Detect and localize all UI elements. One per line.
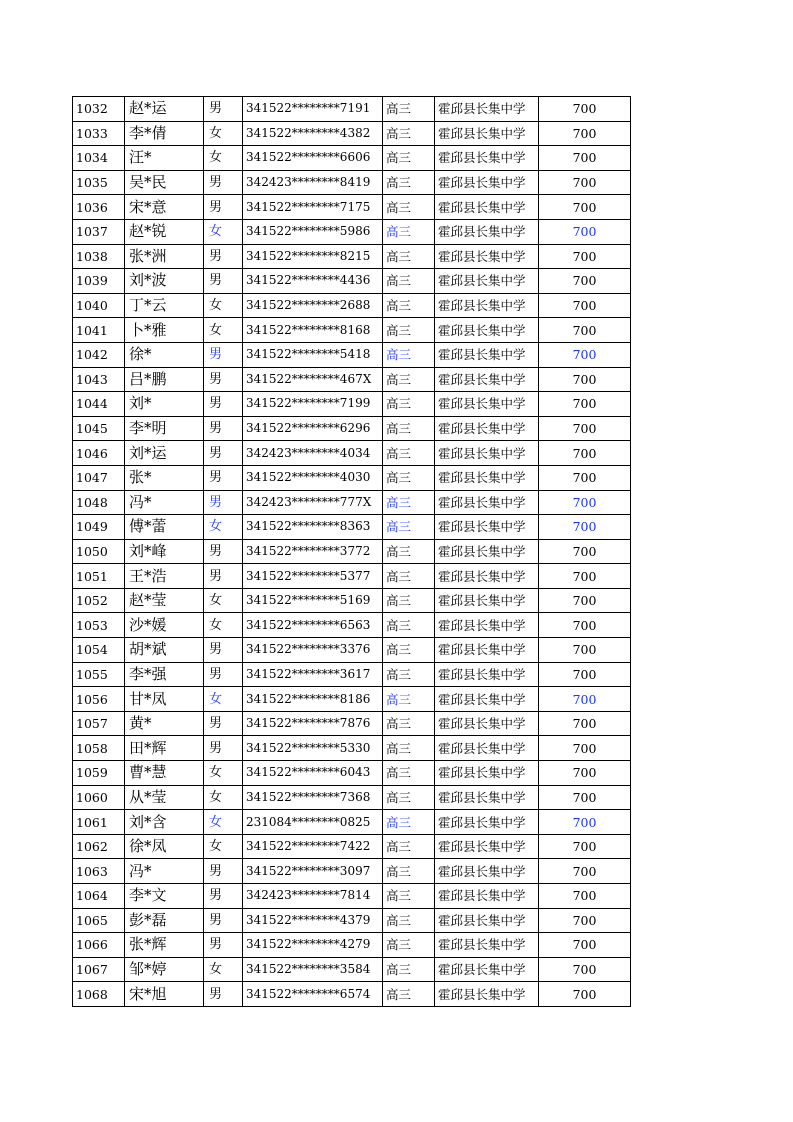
school-cell: 霍邱县长集中学 bbox=[435, 170, 539, 195]
id-number: 341522********8363 bbox=[243, 515, 383, 540]
school-cell: 霍邱县长集中学 bbox=[435, 195, 539, 220]
student-name: 徐* bbox=[125, 342, 204, 367]
id-number: 341522********8168 bbox=[243, 318, 383, 343]
row-number: 1035 bbox=[73, 170, 125, 195]
grade-cell: 高三 bbox=[383, 121, 435, 146]
row-number: 1051 bbox=[73, 564, 125, 589]
score-cell: 700 bbox=[539, 416, 631, 441]
student-name: 沙*媛 bbox=[125, 613, 204, 638]
gender-cell: 男 bbox=[204, 638, 243, 663]
row-number: 1034 bbox=[73, 146, 125, 171]
score-cell: 700 bbox=[539, 539, 631, 564]
table-row bbox=[73, 293, 631, 318]
school-cell: 霍邱县长集中学 bbox=[435, 367, 539, 392]
grade-cell: 高三 bbox=[383, 785, 435, 810]
table-row bbox=[73, 908, 631, 933]
grade-cell: 高三 bbox=[383, 367, 435, 392]
id-number: 341522********6043 bbox=[243, 761, 383, 786]
gender-cell: 女 bbox=[204, 588, 243, 613]
grade-cell: 高三 bbox=[383, 269, 435, 294]
row-number: 1033 bbox=[73, 121, 125, 146]
id-number: 341522********3097 bbox=[243, 859, 383, 884]
school-cell: 霍邱县长集中学 bbox=[435, 638, 539, 663]
school-cell: 霍邱县长集中学 bbox=[435, 564, 539, 589]
student-name: 傅*蕾 bbox=[125, 515, 204, 540]
row-number: 1063 bbox=[73, 859, 125, 884]
id-number: 341522********4379 bbox=[243, 908, 383, 933]
school-cell: 霍邱县长集中学 bbox=[435, 490, 539, 515]
student-name: 赵*莹 bbox=[125, 588, 204, 613]
score-cell: 700 bbox=[539, 515, 631, 540]
student-name: 张*洲 bbox=[125, 244, 204, 269]
grade-cell: 高三 bbox=[383, 465, 435, 490]
score-cell: 700 bbox=[539, 687, 631, 712]
table-row bbox=[73, 318, 631, 343]
gender-cell: 女 bbox=[204, 834, 243, 859]
row-number: 1046 bbox=[73, 441, 125, 466]
table-row bbox=[73, 465, 631, 490]
score-cell: 700 bbox=[539, 342, 631, 367]
id-number: 341522********4382 bbox=[243, 121, 383, 146]
id-number: 341522********8186 bbox=[243, 687, 383, 712]
school-cell: 霍邱县长集中学 bbox=[435, 146, 539, 171]
score-cell: 700 bbox=[539, 613, 631, 638]
row-number: 1066 bbox=[73, 933, 125, 958]
gender-cell: 女 bbox=[204, 121, 243, 146]
score-cell: 700 bbox=[539, 638, 631, 663]
gender-cell: 男 bbox=[204, 564, 243, 589]
score-cell: 700 bbox=[539, 761, 631, 786]
table-row bbox=[73, 638, 631, 663]
student-name: 邹*婷 bbox=[125, 957, 204, 982]
grade-cell: 高三 bbox=[383, 515, 435, 540]
score-cell: 700 bbox=[539, 195, 631, 220]
school-cell: 霍邱县长集中学 bbox=[435, 219, 539, 244]
student-name: 徐*凤 bbox=[125, 834, 204, 859]
id-number: 341522********467X bbox=[243, 367, 383, 392]
table-row bbox=[73, 957, 631, 982]
gender-cell: 男 bbox=[204, 342, 243, 367]
student-name: 赵*运 bbox=[125, 97, 204, 122]
school-cell: 霍邱县长集中学 bbox=[435, 342, 539, 367]
student-name: 黄* bbox=[125, 711, 204, 736]
gender-cell: 女 bbox=[204, 146, 243, 171]
student-name: 汪* bbox=[125, 146, 204, 171]
table-row bbox=[73, 121, 631, 146]
grade-cell: 高三 bbox=[383, 711, 435, 736]
grade-cell: 高三 bbox=[383, 662, 435, 687]
gender-cell: 男 bbox=[204, 416, 243, 441]
grade-cell: 高三 bbox=[383, 884, 435, 909]
row-number: 1068 bbox=[73, 982, 125, 1007]
student-name: 刘* bbox=[125, 392, 204, 417]
row-number: 1044 bbox=[73, 392, 125, 417]
gender-cell: 女 bbox=[204, 957, 243, 982]
id-number: 341522********3617 bbox=[243, 662, 383, 687]
id-number: 342423********4034 bbox=[243, 441, 383, 466]
row-number: 1032 bbox=[73, 97, 125, 122]
score-cell: 700 bbox=[539, 269, 631, 294]
grade-cell: 高三 bbox=[383, 195, 435, 220]
score-cell: 700 bbox=[539, 367, 631, 392]
grade-cell: 高三 bbox=[383, 490, 435, 515]
score-cell: 700 bbox=[539, 170, 631, 195]
grade-cell: 高三 bbox=[383, 416, 435, 441]
gender-cell: 男 bbox=[204, 392, 243, 417]
score-cell: 700 bbox=[539, 490, 631, 515]
student-name: 宋*意 bbox=[125, 195, 204, 220]
gender-cell: 男 bbox=[204, 195, 243, 220]
school-cell: 霍邱县长集中学 bbox=[435, 834, 539, 859]
score-cell: 700 bbox=[539, 293, 631, 318]
gender-cell: 男 bbox=[204, 490, 243, 515]
score-cell: 700 bbox=[539, 219, 631, 244]
school-cell: 霍邱县长集中学 bbox=[435, 293, 539, 318]
score-cell: 700 bbox=[539, 318, 631, 343]
score-cell: 700 bbox=[539, 392, 631, 417]
school-cell: 霍邱县长集中学 bbox=[435, 441, 539, 466]
table-row bbox=[73, 367, 631, 392]
id-number: 341522********3772 bbox=[243, 539, 383, 564]
school-cell: 霍邱县长集中学 bbox=[435, 465, 539, 490]
score-cell: 700 bbox=[539, 810, 631, 835]
row-number: 1045 bbox=[73, 416, 125, 441]
table-row bbox=[73, 687, 631, 712]
gender-cell: 男 bbox=[204, 170, 243, 195]
student-name: 宋*旭 bbox=[125, 982, 204, 1007]
school-cell: 霍邱县长集中学 bbox=[435, 957, 539, 982]
row-number: 1036 bbox=[73, 195, 125, 220]
row-number: 1050 bbox=[73, 539, 125, 564]
student-name: 赵*锐 bbox=[125, 219, 204, 244]
table-row bbox=[73, 859, 631, 884]
student-name: 从*莹 bbox=[125, 785, 204, 810]
gender-cell: 男 bbox=[204, 736, 243, 761]
school-cell: 霍邱县长集中学 bbox=[435, 588, 539, 613]
row-number: 1062 bbox=[73, 834, 125, 859]
school-cell: 霍邱县长集中学 bbox=[435, 785, 539, 810]
grade-cell: 高三 bbox=[383, 687, 435, 712]
grade-cell: 高三 bbox=[383, 810, 435, 835]
score-cell: 700 bbox=[539, 146, 631, 171]
table-row bbox=[73, 195, 631, 220]
school-cell: 霍邱县长集中学 bbox=[435, 761, 539, 786]
table-row bbox=[73, 416, 631, 441]
grade-cell: 高三 bbox=[383, 957, 435, 982]
id-number: 341522********3584 bbox=[243, 957, 383, 982]
gender-cell: 女 bbox=[204, 810, 243, 835]
grade-cell: 高三 bbox=[383, 564, 435, 589]
grade-cell: 高三 bbox=[383, 736, 435, 761]
student-name: 刘*峰 bbox=[125, 539, 204, 564]
gender-cell: 男 bbox=[204, 662, 243, 687]
row-number: 1043 bbox=[73, 367, 125, 392]
id-number: 341522********7368 bbox=[243, 785, 383, 810]
grade-cell: 高三 bbox=[383, 859, 435, 884]
table-row bbox=[73, 146, 631, 171]
grade-cell: 高三 bbox=[383, 834, 435, 859]
id-number: 341522********5169 bbox=[243, 588, 383, 613]
grade-cell: 高三 bbox=[383, 219, 435, 244]
id-number: 341522********5418 bbox=[243, 342, 383, 367]
grade-cell: 高三 bbox=[383, 97, 435, 122]
id-number: 341522********6563 bbox=[243, 613, 383, 638]
table-row bbox=[73, 342, 631, 367]
student-name: 彭*磊 bbox=[125, 908, 204, 933]
school-cell: 霍邱县长集中学 bbox=[435, 933, 539, 958]
school-cell: 霍邱县长集中学 bbox=[435, 859, 539, 884]
student-name: 丁*云 bbox=[125, 293, 204, 318]
gender-cell: 女 bbox=[204, 613, 243, 638]
row-number: 1048 bbox=[73, 490, 125, 515]
table-row bbox=[73, 933, 631, 958]
row-number: 1052 bbox=[73, 588, 125, 613]
school-cell: 霍邱县长集中学 bbox=[435, 736, 539, 761]
table-row bbox=[73, 515, 631, 540]
row-number: 1059 bbox=[73, 761, 125, 786]
student-name: 吕*鹏 bbox=[125, 367, 204, 392]
table-row bbox=[73, 884, 631, 909]
gender-cell: 女 bbox=[204, 761, 243, 786]
table-row bbox=[73, 662, 631, 687]
roster-table bbox=[72, 96, 631, 1007]
gender-cell: 男 bbox=[204, 367, 243, 392]
school-cell: 霍邱县长集中学 bbox=[435, 269, 539, 294]
row-number: 1065 bbox=[73, 908, 125, 933]
table-row bbox=[73, 244, 631, 269]
table-row bbox=[73, 219, 631, 244]
id-number: 342423********777X bbox=[243, 490, 383, 515]
student-name: 冯* bbox=[125, 490, 204, 515]
student-name: 张* bbox=[125, 465, 204, 490]
grade-cell: 高三 bbox=[383, 293, 435, 318]
table-row bbox=[73, 490, 631, 515]
id-number: 341522********7199 bbox=[243, 392, 383, 417]
gender-cell: 男 bbox=[204, 933, 243, 958]
grade-cell: 高三 bbox=[383, 982, 435, 1007]
id-number: 341522********2688 bbox=[243, 293, 383, 318]
grade-cell: 高三 bbox=[383, 588, 435, 613]
gender-cell: 女 bbox=[204, 293, 243, 318]
row-number: 1042 bbox=[73, 342, 125, 367]
id-number: 341522********6574 bbox=[243, 982, 383, 1007]
student-name: 李*明 bbox=[125, 416, 204, 441]
student-name: 甘*凤 bbox=[125, 687, 204, 712]
gender-cell: 男 bbox=[204, 711, 243, 736]
table-row bbox=[73, 564, 631, 589]
table-row bbox=[73, 785, 631, 810]
id-number: 341522********6296 bbox=[243, 416, 383, 441]
row-number: 1041 bbox=[73, 318, 125, 343]
gender-cell: 男 bbox=[204, 859, 243, 884]
grade-cell: 高三 bbox=[383, 392, 435, 417]
table-row bbox=[73, 982, 631, 1007]
id-number: 341522********3376 bbox=[243, 638, 383, 663]
gender-cell: 男 bbox=[204, 97, 243, 122]
student-name: 刘*含 bbox=[125, 810, 204, 835]
score-cell: 700 bbox=[539, 834, 631, 859]
student-name: 李*文 bbox=[125, 884, 204, 909]
student-name: 吴*民 bbox=[125, 170, 204, 195]
school-cell: 霍邱县长集中学 bbox=[435, 318, 539, 343]
table-row bbox=[73, 269, 631, 294]
id-number: 231084********0825 bbox=[243, 810, 383, 835]
score-cell: 700 bbox=[539, 588, 631, 613]
row-number: 1058 bbox=[73, 736, 125, 761]
student-name: 李*倩 bbox=[125, 121, 204, 146]
table-row bbox=[73, 834, 631, 859]
gender-cell: 男 bbox=[204, 982, 243, 1007]
student-name: 王*浩 bbox=[125, 564, 204, 589]
table-row bbox=[73, 588, 631, 613]
table-row bbox=[73, 810, 631, 835]
row-number: 1049 bbox=[73, 515, 125, 540]
id-number: 341522********4436 bbox=[243, 269, 383, 294]
grade-cell: 高三 bbox=[383, 638, 435, 663]
id-number: 341522********7191 bbox=[243, 97, 383, 122]
score-cell: 700 bbox=[539, 982, 631, 1007]
id-number: 341522********7876 bbox=[243, 711, 383, 736]
grade-cell: 高三 bbox=[383, 244, 435, 269]
row-number: 1057 bbox=[73, 711, 125, 736]
row-number: 1054 bbox=[73, 638, 125, 663]
row-number: 1039 bbox=[73, 269, 125, 294]
score-cell: 700 bbox=[539, 121, 631, 146]
row-number: 1061 bbox=[73, 810, 125, 835]
grade-cell: 高三 bbox=[383, 908, 435, 933]
row-number: 1037 bbox=[73, 219, 125, 244]
school-cell: 霍邱县长集中学 bbox=[435, 515, 539, 540]
student-name: 张*辉 bbox=[125, 933, 204, 958]
id-number: 341522********5377 bbox=[243, 564, 383, 589]
table-row bbox=[73, 736, 631, 761]
score-cell: 700 bbox=[539, 908, 631, 933]
school-cell: 霍邱县长集中学 bbox=[435, 416, 539, 441]
school-cell: 霍邱县长集中学 bbox=[435, 884, 539, 909]
row-number: 1056 bbox=[73, 687, 125, 712]
gender-cell: 男 bbox=[204, 908, 243, 933]
student-name: 田*辉 bbox=[125, 736, 204, 761]
score-cell: 700 bbox=[539, 244, 631, 269]
id-number: 342423********7814 bbox=[243, 884, 383, 909]
row-number: 1040 bbox=[73, 293, 125, 318]
id-number: 341522********4030 bbox=[243, 465, 383, 490]
gender-cell: 男 bbox=[204, 884, 243, 909]
row-number: 1064 bbox=[73, 884, 125, 909]
gender-cell: 女 bbox=[204, 219, 243, 244]
gender-cell: 女 bbox=[204, 515, 243, 540]
score-cell: 700 bbox=[539, 465, 631, 490]
score-cell: 700 bbox=[539, 785, 631, 810]
score-cell: 700 bbox=[539, 859, 631, 884]
table-row bbox=[73, 711, 631, 736]
grade-cell: 高三 bbox=[383, 170, 435, 195]
gender-cell: 男 bbox=[204, 244, 243, 269]
gender-cell: 男 bbox=[204, 465, 243, 490]
id-number: 341522********4279 bbox=[243, 933, 383, 958]
grade-cell: 高三 bbox=[383, 613, 435, 638]
student-name: 刘*运 bbox=[125, 441, 204, 466]
gender-cell: 女 bbox=[204, 318, 243, 343]
table-row bbox=[73, 392, 631, 417]
gender-cell: 男 bbox=[204, 269, 243, 294]
id-number: 341522********7422 bbox=[243, 834, 383, 859]
grade-cell: 高三 bbox=[383, 933, 435, 958]
table-row bbox=[73, 441, 631, 466]
gender-cell: 男 bbox=[204, 441, 243, 466]
score-cell: 700 bbox=[539, 441, 631, 466]
school-cell: 霍邱县长集中学 bbox=[435, 613, 539, 638]
grade-cell: 高三 bbox=[383, 761, 435, 786]
gender-cell: 男 bbox=[204, 539, 243, 564]
table-body bbox=[73, 97, 631, 1007]
grade-cell: 高三 bbox=[383, 539, 435, 564]
id-number: 341522********5330 bbox=[243, 736, 383, 761]
gender-cell: 女 bbox=[204, 785, 243, 810]
score-cell: 700 bbox=[539, 662, 631, 687]
school-cell: 霍邱县长集中学 bbox=[435, 539, 539, 564]
school-cell: 霍邱县长集中学 bbox=[435, 687, 539, 712]
gender-cell: 女 bbox=[204, 687, 243, 712]
student-name: 刘*波 bbox=[125, 269, 204, 294]
student-name: 卜*雅 bbox=[125, 318, 204, 343]
score-cell: 700 bbox=[539, 884, 631, 909]
school-cell: 霍邱县长集中学 bbox=[435, 244, 539, 269]
score-cell: 700 bbox=[539, 564, 631, 589]
table-row bbox=[73, 613, 631, 638]
score-cell: 700 bbox=[539, 933, 631, 958]
school-cell: 霍邱县长集中学 bbox=[435, 662, 539, 687]
student-name: 冯* bbox=[125, 859, 204, 884]
grade-cell: 高三 bbox=[383, 441, 435, 466]
table-row bbox=[73, 97, 631, 122]
row-number: 1047 bbox=[73, 465, 125, 490]
id-number: 341522********5986 bbox=[243, 219, 383, 244]
grade-cell: 高三 bbox=[383, 342, 435, 367]
score-cell: 700 bbox=[539, 711, 631, 736]
school-cell: 霍邱县长集中学 bbox=[435, 97, 539, 122]
id-number: 341522********7175 bbox=[243, 195, 383, 220]
row-number: 1053 bbox=[73, 613, 125, 638]
school-cell: 霍邱县长集中学 bbox=[435, 908, 539, 933]
grade-cell: 高三 bbox=[383, 318, 435, 343]
id-number: 342423********8419 bbox=[243, 170, 383, 195]
student-name: 胡*斌 bbox=[125, 638, 204, 663]
score-cell: 700 bbox=[539, 97, 631, 122]
school-cell: 霍邱县长集中学 bbox=[435, 711, 539, 736]
table-row bbox=[73, 170, 631, 195]
row-number: 1067 bbox=[73, 957, 125, 982]
table-row bbox=[73, 761, 631, 786]
school-cell: 霍邱县长集中学 bbox=[435, 392, 539, 417]
student-name: 曹*慧 bbox=[125, 761, 204, 786]
school-cell: 霍邱县长集中学 bbox=[435, 121, 539, 146]
school-cell: 霍邱县长集中学 bbox=[435, 810, 539, 835]
row-number: 1060 bbox=[73, 785, 125, 810]
grade-cell: 高三 bbox=[383, 146, 435, 171]
row-number: 1038 bbox=[73, 244, 125, 269]
school-cell: 霍邱县长集中学 bbox=[435, 982, 539, 1007]
id-number: 341522********6606 bbox=[243, 146, 383, 171]
table-row bbox=[73, 539, 631, 564]
id-number: 341522********8215 bbox=[243, 244, 383, 269]
row-number: 1055 bbox=[73, 662, 125, 687]
student-name: 李*强 bbox=[125, 662, 204, 687]
score-cell: 700 bbox=[539, 957, 631, 982]
score-cell: 700 bbox=[539, 736, 631, 761]
